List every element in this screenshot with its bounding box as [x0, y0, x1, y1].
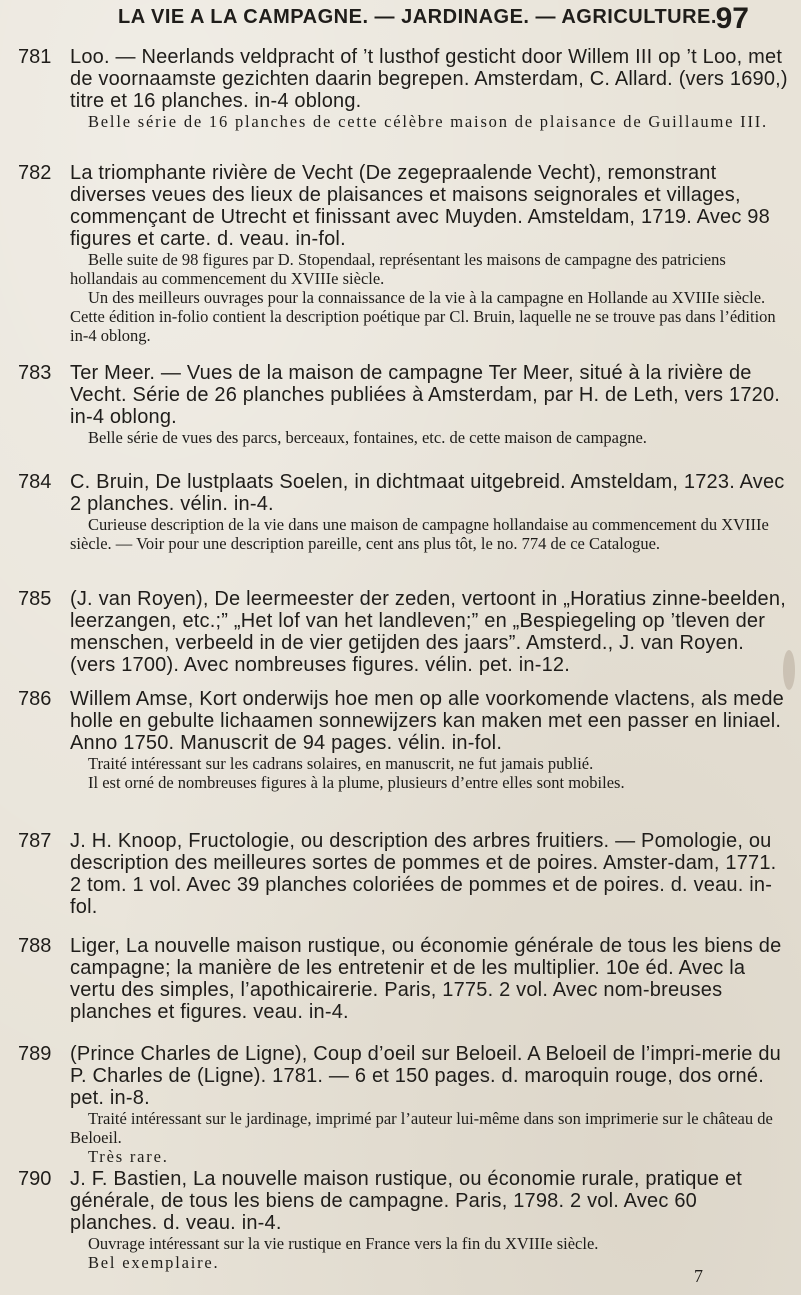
lot-number: 782	[18, 162, 52, 184]
entry-note: Belle suite de 98 figures par D. Stopendaal, représentant les maisons de campagne des patriciens hollandais au commencement du XVIIIe siècle.	[70, 250, 726, 288]
entry-note: Très rare.	[88, 1147, 169, 1166]
lot-number: 787	[18, 830, 52, 852]
entry-note: Traité intéressant sur le jardinage, imprimé par l’auteur lui-même dans son imprimerie sur le château de Beloeil.	[70, 1109, 773, 1147]
lot-number: 783	[18, 362, 52, 384]
lot-number: 788	[18, 935, 52, 957]
lot-number: 785	[18, 588, 52, 610]
entry-note: Il est orné de nombreuses figures à la plume, plusieurs d’entre elles sont mobiles.	[88, 773, 625, 792]
entry-title: (Prince Charles de Ligne), Coup d’oeil sur Beloeil. A Beloeil de l’impri-merie du P. Charles de (Ligne). 1781. — 6 et 150 pages. d. maroquin rouge, dos orné. pet. in-8.	[70, 1043, 781, 1109]
entry-title: (J. van Royen), De leermeester der zeden, vertoont in „Horatius zinne-beelden, leerzangen, etc.;” „Het lof van het landleven;” en „Bespiegeling op ’tleven der menschen, verbeeld in de vier getijden des jaars”. Amsterd., J. van Royen. (vers 1700). Avec nombreuses figures. vélin. pet. in-12.	[70, 588, 786, 676]
entry-title: Willem Amse, Kort onderwijs hoe men op alle voorkomende vlactens, als mede holle en gebulte lichaamen sonnewijzers kan maken met een passer en liniael. Anno 1750. Manuscrit de 94 pages. vélin. in-fol.	[70, 688, 785, 754]
signature-mark: 7	[694, 1266, 703, 1286]
lot-number: 781	[18, 46, 52, 68]
entry-title: La triomphante rivière de Vecht (De zegepraalende Vecht), remonstrant diverses veues des lieux de plaisances et maisons seignorales et villages, commençant de Utrecht et finissant avec Muyden. Amsteldam, 1719. Avec 98 figures et carte. d. veau. in-fol.	[70, 162, 770, 250]
entry-note: Bel exemplaire.	[88, 1253, 220, 1272]
page-number: 97	[715, 2, 749, 35]
entry-note: Traité intéressant sur les cadrans solaires, en manuscrit, ne fut jamais publié.	[88, 754, 594, 773]
entry-title: J. H. Knoop, Fructologie, ou description des arbres fruitiers. — Pomologie, ou description des meilleures sortes de pommes et de poires. Amster-dam, 1771. 2 tom. 1 vol. Avec 39 planches coloriées de pommes et de poires. d. veau. in-fol.	[70, 830, 777, 918]
lot-number: 784	[18, 471, 52, 493]
entry-title: C. Bruin, De lustplaats Soelen, in dichtmaat uitgebreid. Amsteldam, 1723. Avec 2 planches. vélin. in-4.	[70, 471, 785, 515]
lot-number: 786	[18, 688, 52, 710]
paper-stain	[783, 650, 795, 690]
entry-note: Un des meilleurs ouvrages pour la connaissance de la vie à la campagne en Hollande au XVIIIe siècle. Cette édition in-folio contient la description poétique par Cl. Bruin, laquelle ne se trouve pas dans l’édition in-4 oblong.	[70, 288, 776, 345]
running-header: LA VIE A LA CAMPAGNE. — JARDINAGE. — AGRICULTURE.	[118, 6, 717, 28]
entry-title: J. F. Bastien, La nouvelle maison rustique, ou économie rurale, pratique et générale, de tous les biens de campagne. Paris, 1798. 2 vol. Avec 60 planches. d. veau. in-4.	[70, 1168, 743, 1234]
entry-note: Belle série de vues des parcs, berceaux, fontaines, etc. de cette maison de campagne.	[88, 428, 647, 447]
lot-number: 790	[18, 1168, 52, 1190]
entry-title: Ter Meer. — Vues de la maison de campagne Ter Meer, situé à la rivière de Vecht. Série de 26 planches publiées à Amsterdam, par H. de Leth, vers 1720. in-4 oblong.	[70, 362, 781, 428]
entry-title: Loo. — Neerlands veldpracht of ’t lusthof gesticht door Willem III op ’t Loo, met de voornaamste gezichten daarin begrepen. Amsterdam, C. Allard. (vers 1690,) titre et 16 planches. in-4 oblong.	[70, 46, 788, 112]
entry-note: Ouvrage intéressant sur la vie rustique en France vers la fin du XVIIIe siècle.	[88, 1234, 599, 1253]
entry-note: Curieuse description de la vie dans une maison de campagne hollandaise au commencement du XVIIIe siècle. — Voir pour une description pareille, cent ans plus tôt, le no. 774 de ce Catalogue.	[70, 515, 769, 553]
entry-note: Belle série de 16 planches de cette célèbre maison de plaisance de Guillaume III.	[88, 112, 768, 131]
lot-number: 789	[18, 1043, 52, 1065]
entry-title: Liger, La nouvelle maison rustique, ou économie générale de tous les biens de campagne; la manière de les entretenir et de les multiplier. 10e éd. Avec la vertu des simples, l’apothicairerie. Paris, 1775. 2 vol. Avec nom-breuses planches et figures. veau. in-4.	[70, 935, 782, 1023]
